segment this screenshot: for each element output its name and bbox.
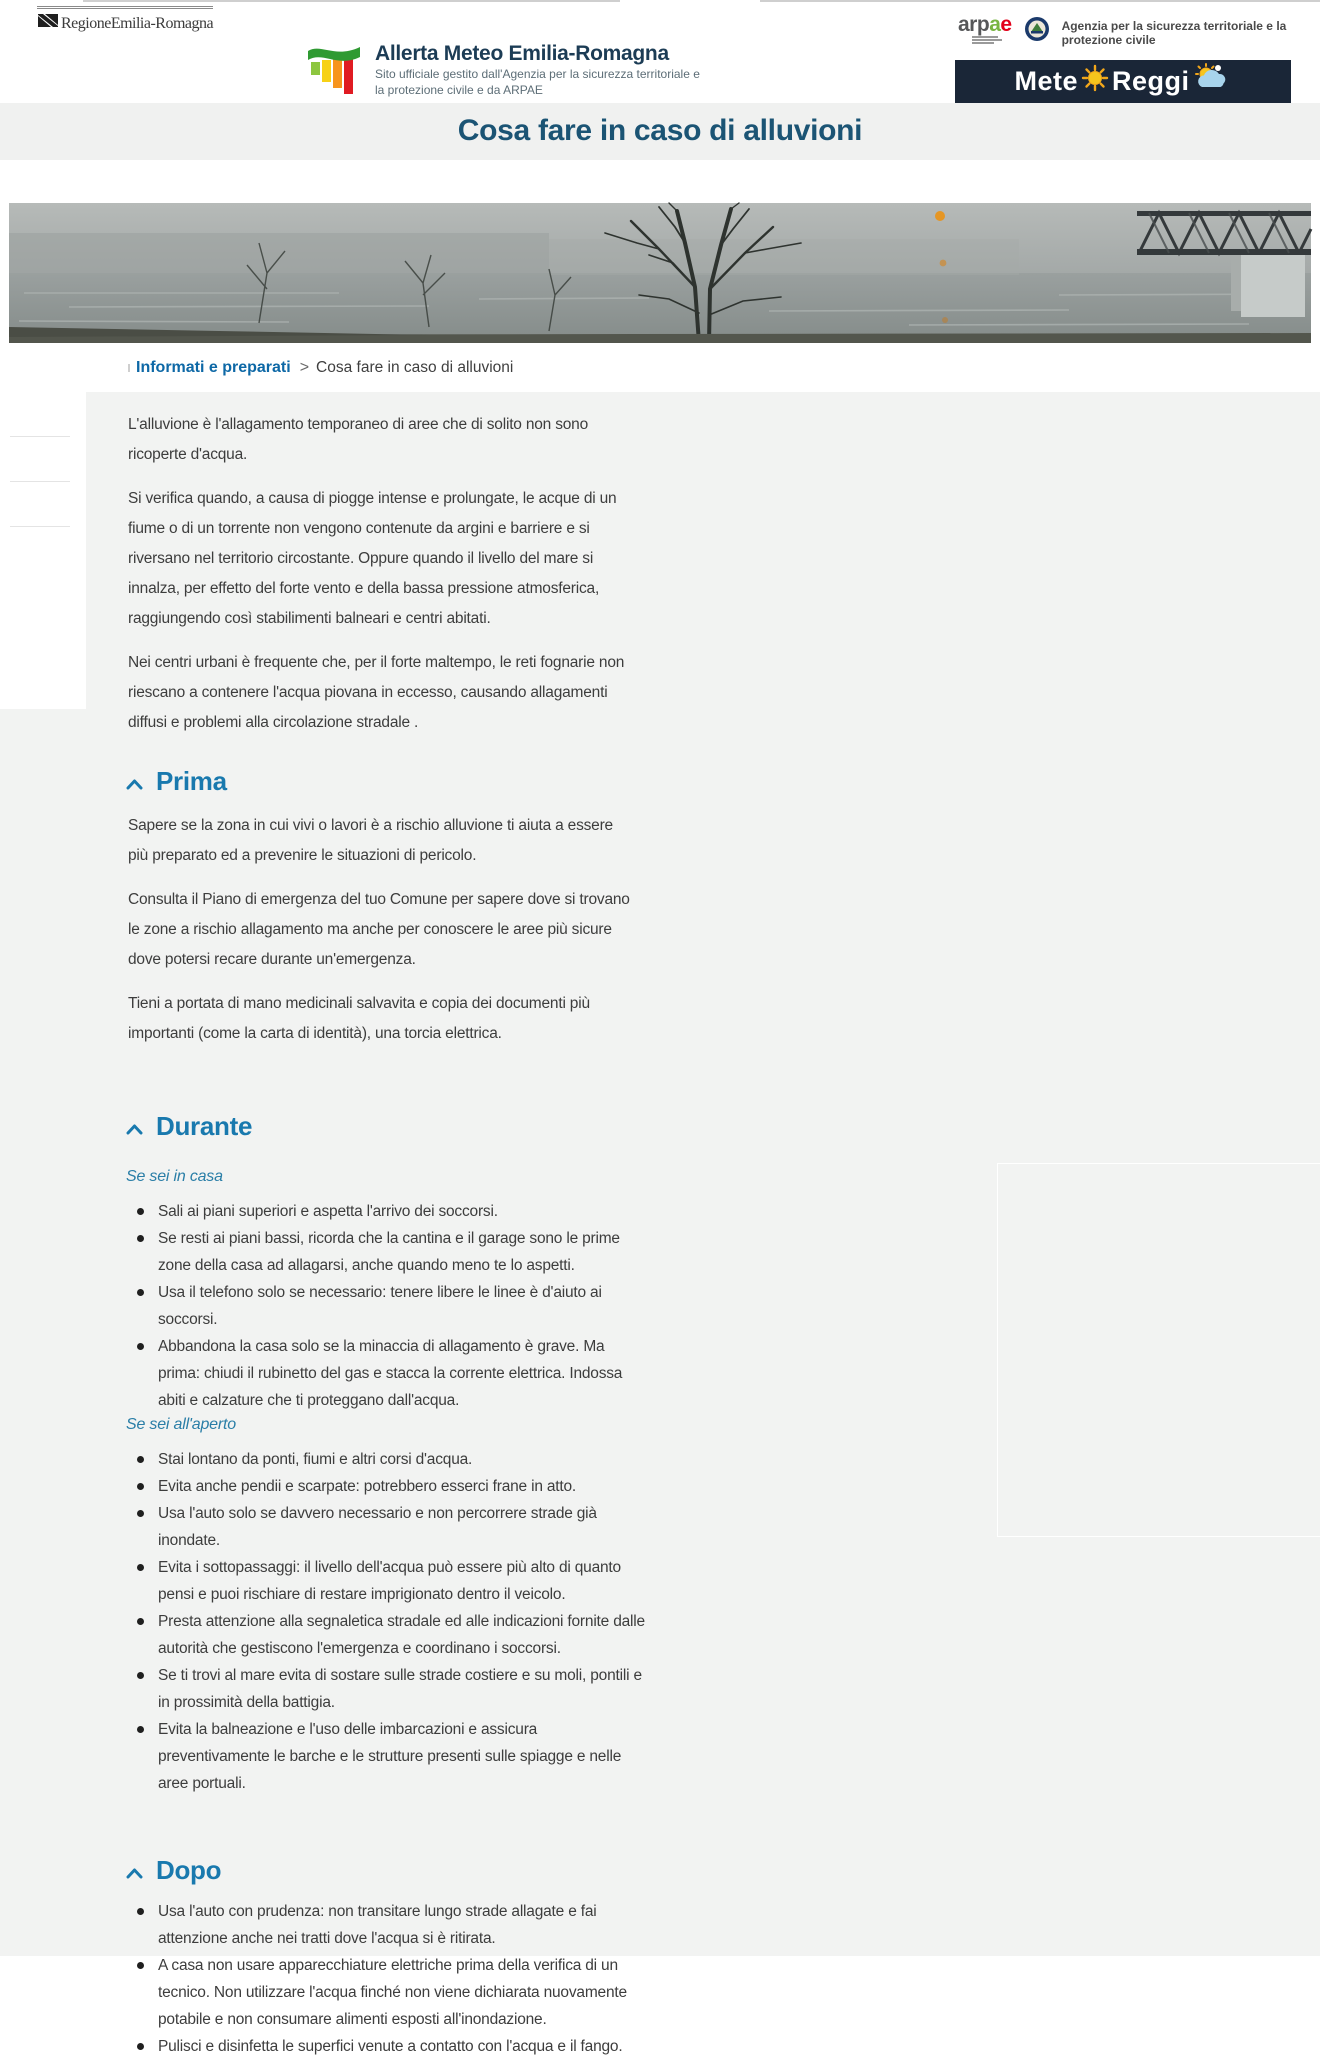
list-item: Pulisci e disinfetta le superfici venute a contatto con l'acqua e il fango. bbox=[128, 2033, 648, 2060]
section-title: Dopo bbox=[156, 1855, 222, 1885]
list-item: Se resti ai piani bassi, ricorda che la cantina e il garage sono le prime zone della casa ad allagarsi, anche quando meno te lo aspetti. bbox=[128, 1225, 648, 1279]
allerta-logo-icon bbox=[307, 42, 361, 101]
list-item: Se ti trovi al mare evita di sostare sulle strade costiere e su moli, pontili e in prossimità della battigia. bbox=[128, 1662, 648, 1716]
chevron-up-icon bbox=[126, 1855, 143, 1886]
chevron-up-icon bbox=[126, 1111, 143, 1142]
list-item: Stai lontano da ponti, fiumi e altri corsi d'acqua. bbox=[128, 1446, 648, 1473]
breadcrumb bbox=[0, 343, 1320, 392]
agency-line2: protezione civile bbox=[1061, 33, 1156, 47]
site-title: Allerta Meteo Emilia-Romagna bbox=[375, 42, 669, 65]
site-subtitle-line2: la protezione civile e da ARPAE bbox=[375, 83, 543, 97]
agency-block bbox=[958, 13, 1287, 47]
meteo-banner-text-1: Mete bbox=[1014, 66, 1078, 96]
agency-line1: Agenzia per la sicurezza territoriale e la bbox=[1061, 19, 1287, 33]
flood-photo bbox=[9, 203, 1311, 343]
list-item: Usa l'auto solo se davvero necessario e non percorrere strade già inondate. bbox=[128, 1500, 648, 1554]
section-title: Durante bbox=[156, 1111, 253, 1141]
meteo-banner-text-2: Reggi bbox=[1112, 66, 1190, 96]
page-title: Cosa fare in caso di alluvioni bbox=[457, 114, 863, 147]
intro-paragraph: Nei centri urbani è frequente che, per il forte maltempo, le reti fognarie non riescano a contenere l'acqua piovana in eccesso, causando allagamenti diffusi e problemi alla circolazione stradale . bbox=[128, 654, 625, 731]
chevron-up-icon bbox=[126, 766, 143, 797]
regione-logo-icon bbox=[37, 12, 59, 35]
header-top-rule-left bbox=[83, 0, 620, 2]
list-item: Usa l'auto con prudenza: non transitare lungo strade allagate e fai attenzione anche nei tratti dove l'acqua si è ritirata. bbox=[128, 1898, 648, 1952]
prima-paragraph: Sapere se la zona in cui vivi o lavori è a rischio alluvione ti aiuta a essere più preparato ed a prevenire le situazioni di pericolo. bbox=[128, 817, 613, 864]
regione-emilia-romagna-logo[interactable] bbox=[37, 6, 213, 35]
content-area bbox=[0, 343, 1320, 2055]
arpae-logo[interactable]: arpae bbox=[958, 16, 1012, 45]
subheading-se-sei-allaperto: Se sei all'aperto bbox=[126, 1416, 236, 1433]
breadcrumb-current: Cosa fare in caso di alluvioni bbox=[316, 358, 514, 376]
section-heading-dopo[interactable] bbox=[126, 1855, 633, 1886]
list-item: Presta attenzione alla segnaletica stradale ed alle indicazioni fornite dalle autorità che gestiscono l'emergenza e coordinano i soccorsi. bbox=[128, 1608, 648, 1662]
site-brand[interactable] bbox=[307, 42, 700, 101]
site-subtitle-line1: Sito ufficiale gestito dall'Agenzia per la sicurezza territoriale e bbox=[375, 67, 700, 81]
site-header bbox=[0, 0, 1320, 103]
section-heading-prima[interactable] bbox=[126, 766, 633, 797]
article bbox=[0, 392, 645, 2060]
list-item: Evita anche pendii e scarpate: potrebbero esserci frane in atto. bbox=[128, 1473, 648, 1500]
intro-paragraph: L'alluvione è l'allagamento temporaneo di aree che di solito non sono ricoperte d'acqua. bbox=[128, 416, 589, 463]
dopo-list bbox=[128, 1898, 648, 2060]
breadcrumb-tick bbox=[128, 364, 130, 372]
prima-paragraph: Tieni a portata di mano medicinali salvavita e copia dei documenti più importanti (come la carta di identità), una torcia elettrica. bbox=[128, 995, 590, 1042]
prima-paragraph: Consulta il Piano di emergenza del tuo Comune per sapere dove si trovano le zone a rischio allagamento ma anche per conoscere le aree più sicure dove potersi recare durante un'emergenza. bbox=[128, 891, 630, 968]
list-item: Evita i sottopassaggi: il livello dell'acqua può essere più alto di quanto pensi e puoi rischiare di restare imprigionato dentro il veicolo. bbox=[128, 1554, 648, 1608]
section-title: Prima bbox=[156, 766, 227, 796]
title-band bbox=[0, 103, 1320, 160]
list-item: Evita la balneazione e l'uso delle imbarcazioni e assicura preventivamente le barche e le strutture presenti sulle spiagge e nelle aree portuali. bbox=[128, 1716, 648, 1797]
section-heading-durante[interactable] bbox=[126, 1111, 633, 1142]
header-top-rule-right bbox=[760, 0, 1320, 2]
meteo-reggio-banner[interactable] bbox=[955, 60, 1291, 103]
cloud-sun-icon bbox=[1192, 64, 1232, 99]
list-item: Usa il telefono solo se necessario: tenere libere le linee è d'aiuto ai soccorsi. bbox=[128, 1279, 648, 1333]
subheading-se-sei-in-casa: Se sei in casa bbox=[126, 1168, 223, 1185]
intro-paragraph: Si verifica quando, a causa di piogge intense e prolungate, le acque di un fiume o di un torrente non vengono contenute da argini e barriere e si riversano nel territorio circostante. Oppure quando il livello del mare si innalza, per effetto del forte vento e della bassa pressione atmosferica, raggiungendo così stabilimenti balneari e centri abitati. bbox=[128, 490, 617, 627]
regione-logo-text: RegioneEmilia-Romagna bbox=[61, 14, 214, 32]
list-item: Sali ai piani superiori e aspetta l'arrivo dei soccorsi. bbox=[128, 1198, 648, 1225]
list-item: Abbandona la casa solo se la minaccia di allagamento è grave. Ma prima: chiudi il rubinetto del gas e stacca la corrente elettrica. Indossa abiti e calzature che ti proteggano dall'acqua. bbox=[128, 1333, 648, 1414]
list-item: A casa non usare apparecchiature elettriche prima della verifica di un tecnico. Non utilizzare l'acqua finché non viene dichiarata nuovamente potabile e non consumare alimenti esposti all'inondazione. bbox=[128, 1952, 648, 2033]
breadcrumb-separator: > bbox=[299, 358, 310, 376]
durante-aperto-list bbox=[128, 1446, 648, 1797]
empty-widget-frame bbox=[997, 1163, 1321, 1537]
breadcrumb-link-informati[interactable]: Informati e preparati bbox=[136, 358, 291, 376]
arpae-smallprint bbox=[972, 36, 1012, 44]
durante-casa-list bbox=[128, 1198, 648, 1414]
protezione-civile-badge-icon bbox=[1024, 16, 1050, 47]
sun-icon bbox=[1080, 65, 1110, 98]
